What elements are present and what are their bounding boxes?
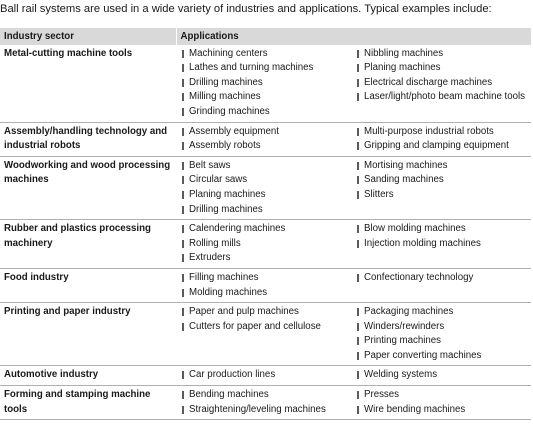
application-label: Winders/rewinders — [364, 320, 445, 332]
bullet-icon — [182, 254, 184, 262]
table-row — [0, 220, 531, 269]
application-list-item — [178, 61, 347, 76]
application-list-item — [178, 47, 347, 62]
bullet-icon — [357, 308, 359, 316]
application-label: Slitters — [364, 188, 394, 200]
table-row — [0, 303, 531, 366]
application-label: Lathes and turning machines — [189, 62, 314, 74]
application-list-item — [353, 334, 527, 349]
application-label: Mortising machines — [364, 159, 448, 171]
application-list-item — [178, 368, 347, 383]
bullet-icon — [182, 289, 184, 297]
application-label: Assembly robots — [189, 140, 261, 152]
application-label: Milling machines — [189, 91, 261, 103]
industry-sector-cell: Forming and stamping machine tools — [0, 386, 176, 420]
header-applications: Applications — [176, 28, 531, 45]
application-label: Drilling machines — [189, 76, 263, 88]
application-label: Straightening/leveling machines — [189, 403, 326, 415]
applications-cell — [176, 122, 351, 156]
application-label: Cutters for paper and cellulose — [189, 320, 321, 332]
application-list-item — [178, 286, 347, 301]
applications-cell — [351, 220, 531, 269]
application-label: Calendering machines — [189, 223, 286, 235]
industry-sector-cell: Assembly/handling technology and industrial robots — [0, 122, 176, 156]
bullet-icon — [357, 240, 359, 248]
bullet-icon — [357, 50, 359, 58]
bullet-icon — [357, 142, 359, 150]
application-list-item — [178, 188, 347, 203]
application-label: Bending machines — [189, 389, 269, 401]
application-label: Blow molding machines — [364, 223, 466, 235]
applications-cell — [176, 268, 351, 302]
application-list-item — [178, 203, 347, 218]
application-label: Packaging machines — [364, 306, 454, 318]
bullet-icon — [182, 142, 184, 150]
application-label: Extruders — [189, 252, 231, 264]
industry-applications-table — [0, 28, 531, 420]
application-label: Belt saws — [189, 159, 231, 171]
applications-cell — [351, 268, 531, 302]
bullet-icon — [182, 308, 184, 316]
application-list-item — [353, 159, 527, 174]
industry-sector-cell: Rubber and plastics processing machinery — [0, 220, 176, 269]
applications-cell — [351, 386, 531, 420]
application-label: Confectionary technology — [364, 271, 474, 283]
application-list-item — [353, 388, 527, 403]
applications-cell — [351, 45, 531, 122]
bullet-icon — [182, 162, 184, 170]
applications-cell — [176, 366, 351, 386]
applications-cell — [176, 156, 351, 219]
bullet-icon — [357, 371, 359, 379]
bullet-icon — [357, 337, 359, 345]
application-label: Laser/light/photo beam machine tools — [364, 91, 526, 103]
bullet-icon — [357, 93, 359, 101]
application-list-item — [353, 403, 527, 418]
applications-cell — [351, 156, 531, 219]
bullet-icon — [357, 64, 359, 72]
bullet-icon — [182, 108, 184, 116]
application-list-item — [353, 76, 527, 91]
application-list-item — [353, 349, 527, 364]
application-list-item — [178, 90, 347, 105]
application-list-item — [178, 76, 347, 91]
application-label: Sanding machines — [364, 174, 444, 186]
application-label: Machining centers — [189, 47, 268, 59]
application-label: Assembly equipment — [189, 125, 279, 137]
application-list-item — [353, 237, 527, 252]
application-list-item — [178, 159, 347, 174]
application-list-item — [178, 403, 347, 418]
application-list-item — [353, 47, 527, 62]
application-list-item — [178, 222, 347, 237]
application-list-item — [353, 320, 527, 335]
table-row — [0, 366, 531, 386]
application-list-item — [178, 237, 347, 252]
intro-text: Ball rail systems are used in a wide variety of industries and applications. Typical examples include: — [0, 3, 492, 15]
application-list-item — [178, 173, 347, 188]
bullet-icon — [357, 274, 359, 282]
bullet-icon — [357, 391, 359, 399]
bullet-icon — [357, 162, 359, 170]
industry-sector-cell: Woodworking and wood processing machines — [0, 156, 176, 219]
application-list-item — [353, 125, 527, 140]
application-list-item — [178, 271, 347, 286]
application-list-item — [178, 139, 347, 154]
application-list-item — [353, 305, 527, 320]
bullet-icon — [182, 206, 184, 214]
application-list-item — [353, 173, 527, 188]
application-list-item — [353, 90, 527, 105]
application-label: Paper and pulp machines — [189, 306, 299, 318]
application-label: Gripping and clamping equipment — [364, 140, 509, 152]
bullet-icon — [182, 371, 184, 379]
table-header-row — [0, 28, 531, 45]
applications-cell — [351, 366, 531, 386]
application-label: Planing machines — [189, 188, 266, 200]
application-label: Circular saws — [189, 174, 248, 186]
bullet-icon — [357, 191, 359, 199]
application-label: Nibbling machines — [364, 47, 444, 59]
application-label: Presses — [364, 389, 399, 401]
application-list-item — [353, 271, 527, 286]
header-industry-sector: Industry sector — [0, 28, 176, 45]
application-label: Welding systems — [364, 369, 438, 381]
bullet-icon — [357, 225, 359, 233]
bullet-icon — [182, 176, 184, 184]
application-label: Injection molding machines — [364, 237, 481, 249]
bullet-icon — [182, 406, 184, 414]
bullet-icon — [357, 176, 359, 184]
bullet-icon — [182, 64, 184, 72]
application-label: Drilling machines — [189, 203, 263, 215]
application-list-item — [178, 320, 347, 335]
application-list-item — [353, 368, 527, 383]
bullet-icon — [182, 225, 184, 233]
application-list-item — [178, 388, 347, 403]
application-list-item — [353, 188, 527, 203]
bullet-icon — [182, 93, 184, 101]
applications-cell — [176, 45, 351, 122]
industry-sector-cell: Printing and paper industry — [0, 303, 176, 366]
application-label: Car production lines — [189, 369, 276, 381]
table-row — [0, 268, 531, 302]
application-label: Rolling mills — [189, 237, 241, 249]
bullet-icon — [357, 128, 359, 136]
application-list-item — [178, 105, 347, 120]
table-row — [0, 45, 531, 122]
application-list-item — [178, 305, 347, 320]
industry-sector-cell: Automotive industry — [0, 366, 176, 386]
application-list-item — [178, 251, 347, 266]
bullet-icon — [357, 406, 359, 414]
bullet-icon — [357, 79, 359, 87]
bullet-icon — [182, 128, 184, 136]
application-label: Filling machines — [189, 271, 259, 283]
application-list-item — [353, 61, 527, 76]
table-row — [0, 156, 531, 219]
bullet-icon — [182, 274, 184, 282]
applications-cell — [351, 122, 531, 156]
applications-cell — [176, 220, 351, 269]
bullet-icon — [182, 191, 184, 199]
application-label: Multi-purpose industrial robots — [364, 125, 494, 137]
applications-cell — [351, 303, 531, 366]
application-label: Paper converting machines — [364, 349, 482, 361]
industry-sector-cell: Metal-cutting machine tools — [0, 45, 176, 122]
table-row — [0, 386, 531, 420]
bullet-icon — [182, 50, 184, 58]
bullet-icon — [182, 391, 184, 399]
bullet-icon — [182, 323, 184, 331]
application-label: Grinding machines — [189, 105, 270, 117]
industry-sector-cell: Food industry — [0, 268, 176, 302]
application-label: Planing machines — [364, 62, 441, 74]
application-list-item — [178, 125, 347, 140]
bullet-icon — [357, 323, 359, 331]
applications-cell — [176, 386, 351, 420]
bullet-icon — [182, 79, 184, 87]
bullet-icon — [182, 240, 184, 248]
application-list-item — [353, 139, 527, 154]
application-label: Molding machines — [189, 286, 268, 298]
application-label: Printing machines — [364, 335, 441, 347]
application-label: Electrical discharge machines — [364, 76, 493, 88]
application-list-item — [353, 222, 527, 237]
application-label: Wire bending machines — [364, 403, 466, 415]
bullet-icon — [357, 352, 359, 360]
table-row — [0, 122, 531, 156]
applications-cell — [176, 303, 351, 366]
